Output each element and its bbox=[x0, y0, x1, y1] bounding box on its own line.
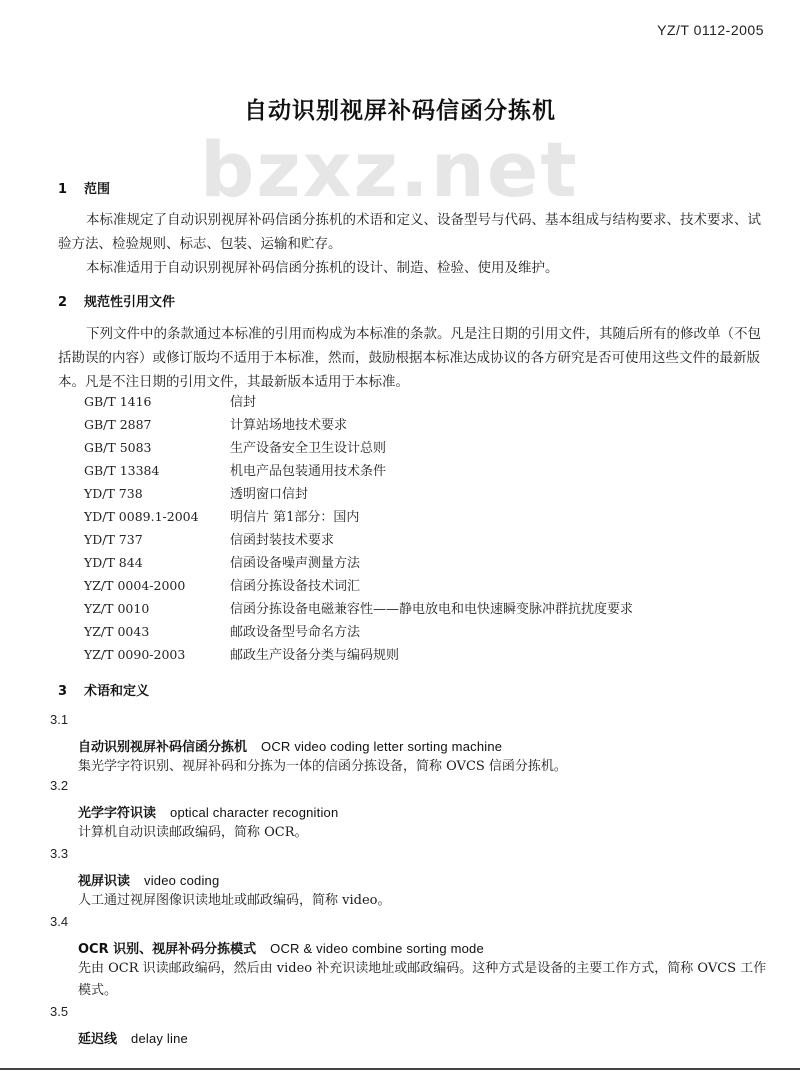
term-number: 3.3 bbox=[50, 846, 69, 861]
reference-name: 信函封装技术要求 bbox=[230, 533, 335, 548]
term-english: OCR & video combine sorting mode bbox=[270, 941, 484, 956]
reference-row bbox=[84, 597, 633, 620]
term-chinese: OCR 识别、视屏补码分拣模式 bbox=[78, 942, 257, 957]
reference-name: 信封 bbox=[230, 395, 257, 410]
term-definition: 人工通过视屏图像识读地址或邮政编码，简称 video。 bbox=[78, 893, 391, 908]
reference-code: YZ/T 0004-2000 bbox=[84, 578, 186, 593]
reference-code: GB/T 5083 bbox=[84, 440, 152, 455]
reference-code: YZ/T 0043 bbox=[84, 624, 150, 639]
reference-row bbox=[84, 551, 633, 574]
term-english: OCR video coding letter sorting machine bbox=[261, 739, 503, 754]
reference-name: 信函分拣设备技术词汇 bbox=[230, 579, 361, 594]
reference-row bbox=[84, 505, 633, 528]
section-3-number: 3 bbox=[58, 684, 68, 699]
reference-code: GB/T 2887 bbox=[84, 417, 152, 432]
section-2-number: 2 bbox=[58, 295, 68, 310]
term-definition: 计算机自动识读邮政编码，简称 OCR。 bbox=[78, 825, 308, 840]
term-chinese: 延迟线 bbox=[78, 1032, 118, 1047]
reference-row bbox=[84, 528, 633, 551]
reference-code: GB/T 1416 bbox=[84, 394, 152, 409]
reference-code: YD/T 844 bbox=[84, 555, 143, 570]
reference-row bbox=[84, 482, 633, 505]
term-heading bbox=[78, 870, 219, 889]
reference-row bbox=[84, 459, 633, 482]
term-definition: 集光学字符识别、视屏补码和分拣为一体的信函分拣设备，简称 OVCS 信函分拣机。 bbox=[78, 759, 567, 774]
term-number: 3.4 bbox=[50, 914, 69, 929]
section-1-heading bbox=[58, 178, 110, 197]
reference-code: GB/T 13384 bbox=[84, 463, 160, 478]
reference-code: YD/T 0089.1-2004 bbox=[84, 509, 199, 524]
reference-name: 明信片 第1部分：国内 bbox=[230, 510, 360, 525]
reference-name: 邮政设备型号命名方法 bbox=[230, 625, 361, 640]
section-1-paragraph-2-text: 本标准适用于自动识别视屏补码信函分拣机的设计、制造、检验、使用及维护。 bbox=[86, 260, 559, 276]
section-2-paragraph bbox=[58, 322, 768, 394]
reference-name: 生产设备安全卫生设计总则 bbox=[230, 441, 387, 456]
reference-row bbox=[84, 643, 633, 666]
term-heading bbox=[78, 802, 338, 821]
section-1-number: 1 bbox=[58, 182, 68, 197]
reference-row bbox=[84, 436, 633, 459]
reference-row bbox=[84, 390, 633, 413]
bottom-rule bbox=[0, 1068, 800, 1070]
reference-name: 信函分拣设备电磁兼容性——静电放电和电快速瞬变脉冲群抗扰度要求 bbox=[230, 602, 634, 617]
section-1-paragraph-1-text: 本标准规定了自动识别视屏补码信函分拣机的术语和定义、设备型号与代码、基本组成与结构要求、技术要求、试验方法、检验规则、标志、包装、运输和贮存。 bbox=[58, 212, 761, 252]
reference-row bbox=[84, 413, 633, 436]
section-2-paragraph-text: 下列文件中的条款通过本标准的引用而构成为本标准的条款。凡是注日期的引用文件，其随后所有的修改单（不包括勘误的内容）或修订版均不适用于本标准，然而，鼓励根据本标准达成协议的各方研究是否可使用这些文件的最新版本。凡是不注日期的引用文件，其最新版本适用于本标准。 bbox=[58, 326, 761, 390]
reference-name: 机电产品包装通用技术条件 bbox=[230, 464, 387, 479]
reference-row bbox=[84, 574, 633, 597]
term-heading bbox=[78, 1028, 188, 1047]
term-definition: 先由 OCR 识读邮政编码，然后由 video 补充识读地址或邮政编码。这种方式是设备的主要工作方式，简称 OVCS 工作模式。 bbox=[78, 961, 767, 998]
reference-name: 邮政生产设备分类与编码规则 bbox=[230, 648, 400, 663]
reference-code: YZ/T 0010 bbox=[84, 601, 150, 616]
watermark: bzxz.net bbox=[200, 125, 579, 214]
term-number: 3.2 bbox=[50, 778, 69, 793]
section-1-paragraph-2 bbox=[58, 256, 768, 280]
term-heading bbox=[78, 736, 502, 755]
reference-code: YD/T 737 bbox=[84, 532, 143, 547]
term-chinese: 视屏识读 bbox=[78, 874, 131, 889]
standard-number: YZ/T 0112-2005 bbox=[657, 22, 764, 38]
term-number: 3.1 bbox=[50, 712, 69, 727]
section-3-heading bbox=[58, 680, 149, 699]
term-chinese: 自动识别视屏补码信函分拣机 bbox=[78, 740, 248, 755]
term-english: delay line bbox=[131, 1031, 188, 1046]
reference-row bbox=[84, 620, 633, 643]
term-english: video coding bbox=[144, 873, 220, 888]
term-chinese: 光学字符识读 bbox=[78, 806, 157, 821]
term-number: 3.5 bbox=[50, 1004, 69, 1019]
term-english: optical character recognition bbox=[170, 805, 339, 820]
section-1-title: 范围 bbox=[84, 182, 111, 197]
document-title: 自动识别视屏补码信函分拣机 bbox=[244, 98, 556, 124]
term-heading bbox=[78, 938, 484, 957]
reference-code: YD/T 738 bbox=[84, 486, 143, 501]
reference-list bbox=[84, 390, 633, 666]
reference-name: 计算站场地技术要求 bbox=[230, 418, 348, 433]
section-3-title: 术语和定义 bbox=[84, 684, 150, 699]
reference-code: YZ/T 0090-2003 bbox=[84, 647, 186, 662]
section-2-title: 规范性引用文件 bbox=[84, 295, 176, 310]
section-2-heading bbox=[58, 291, 175, 310]
section-1-paragraph-1 bbox=[58, 208, 768, 256]
reference-name: 信函设备噪声测量方法 bbox=[230, 556, 361, 571]
reference-name: 透明窗口信封 bbox=[230, 487, 309, 502]
